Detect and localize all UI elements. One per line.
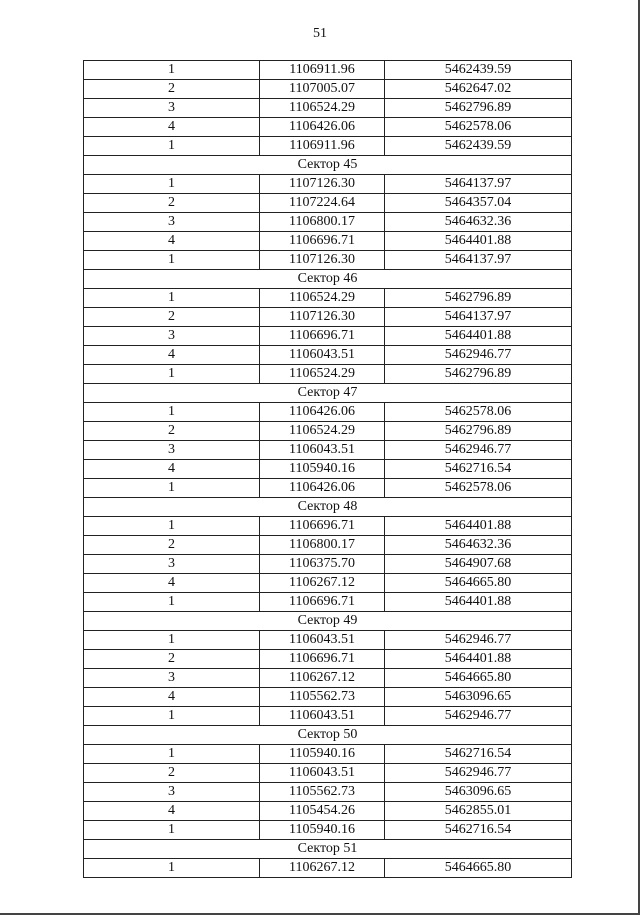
table-row [84,821,572,840]
y-coordinate-cell: 5462946.77 [385,707,572,726]
y-coordinate-cell: 5462946.77 [385,441,572,460]
x-coordinate-cell: 1105940.16 [260,821,385,840]
table-row [84,555,572,574]
x-coordinate-cell: 1106696.71 [260,327,385,346]
table-row [84,536,572,555]
point-number-cell: 1 [84,175,260,194]
y-coordinate-cell: 5462439.59 [385,61,572,80]
table-row [84,365,572,384]
table-row [84,479,572,498]
y-coordinate-cell: 5464907.68 [385,555,572,574]
x-coordinate-cell: 1106426.06 [260,479,385,498]
y-coordinate-cell: 5463096.65 [385,688,572,707]
x-coordinate-cell: 1106696.71 [260,593,385,612]
x-coordinate-cell: 1106426.06 [260,118,385,137]
point-number-cell: 2 [84,308,260,327]
point-number-cell: 4 [84,460,260,479]
x-coordinate-cell: 1106267.12 [260,669,385,688]
table-row [84,802,572,821]
point-number-cell: 1 [84,365,260,384]
point-number-cell: 1 [84,745,260,764]
point-number-cell: 3 [84,555,260,574]
point-number-cell: 1 [84,859,260,878]
x-coordinate-cell: 1106426.06 [260,403,385,422]
x-coordinate-cell: 1106911.96 [260,61,385,80]
table-row [84,688,572,707]
table-row [84,403,572,422]
sector-header-row [84,612,572,631]
y-coordinate-cell: 5464665.80 [385,859,572,878]
y-coordinate-cell: 5464401.88 [385,327,572,346]
point-number-cell: 1 [84,61,260,80]
x-coordinate-cell: 1106800.17 [260,213,385,232]
x-coordinate-cell: 1105454.26 [260,802,385,821]
sector-label: Сектор 46 [84,270,572,289]
x-coordinate-cell: 1106800.17 [260,536,385,555]
table-row [84,327,572,346]
table-row [84,517,572,536]
y-coordinate-cell: 5462946.77 [385,764,572,783]
x-coordinate-cell: 1106524.29 [260,99,385,118]
x-coordinate-cell: 1106524.29 [260,365,385,384]
table-row [84,232,572,251]
y-coordinate-cell: 5462716.54 [385,821,572,840]
y-coordinate-cell: 5462439.59 [385,137,572,156]
coordinates-table [83,60,572,878]
y-coordinate-cell: 5464137.97 [385,251,572,270]
point-number-cell: 1 [84,517,260,536]
table-row [84,745,572,764]
table-row [84,669,572,688]
x-coordinate-cell: 1107126.30 [260,175,385,194]
sector-header-row [84,156,572,175]
y-coordinate-cell: 5462855.01 [385,802,572,821]
sector-label: Сектор 45 [84,156,572,175]
coordinates-table-body [84,61,572,878]
point-number-cell: 2 [84,536,260,555]
point-number-cell: 1 [84,593,260,612]
y-coordinate-cell: 5462946.77 [385,631,572,650]
y-coordinate-cell: 5464632.36 [385,213,572,232]
point-number-cell: 2 [84,194,260,213]
table-row [84,308,572,327]
point-number-cell: 2 [84,650,260,669]
x-coordinate-cell: 1105562.73 [260,688,385,707]
point-number-cell: 3 [84,441,260,460]
table-row [84,137,572,156]
point-number-cell: 1 [84,821,260,840]
y-coordinate-cell: 5462716.54 [385,460,572,479]
y-coordinate-cell: 5464357.04 [385,194,572,213]
table-row [84,574,572,593]
point-number-cell: 1 [84,479,260,498]
point-number-cell: 1 [84,289,260,308]
y-coordinate-cell: 5462647.02 [385,80,572,99]
table-row [84,422,572,441]
x-coordinate-cell: 1106043.51 [260,764,385,783]
point-number-cell: 3 [84,783,260,802]
y-coordinate-cell: 5462796.89 [385,99,572,118]
y-coordinate-cell: 5462578.06 [385,118,572,137]
y-coordinate-cell: 5463096.65 [385,783,572,802]
sector-header-row [84,840,572,859]
point-number-cell: 4 [84,232,260,251]
sector-label: Сектор 47 [84,384,572,403]
sector-header-row [84,270,572,289]
x-coordinate-cell: 1106267.12 [260,859,385,878]
page-number: 51 [313,26,327,41]
table-row [84,650,572,669]
table-row [84,859,572,878]
point-number-cell: 2 [84,80,260,99]
y-coordinate-cell: 5462796.89 [385,289,572,308]
point-number-cell: 1 [84,631,260,650]
x-coordinate-cell: 1106524.29 [260,289,385,308]
table-row [84,783,572,802]
x-coordinate-cell: 1106375.70 [260,555,385,574]
point-number-cell: 1 [84,707,260,726]
y-coordinate-cell: 5464401.88 [385,517,572,536]
x-coordinate-cell: 1105940.16 [260,745,385,764]
point-number-cell: 4 [84,118,260,137]
point-number-cell: 3 [84,213,260,232]
table-row [84,460,572,479]
point-number-cell: 1 [84,403,260,422]
y-coordinate-cell: 5462716.54 [385,745,572,764]
x-coordinate-cell: 1107126.30 [260,308,385,327]
table-row [84,175,572,194]
sector-header-row [84,726,572,745]
sector-header-row [84,384,572,403]
x-coordinate-cell: 1106524.29 [260,422,385,441]
x-coordinate-cell: 1106043.51 [260,346,385,365]
point-number-cell: 4 [84,574,260,593]
table-row [84,194,572,213]
x-coordinate-cell: 1107005.07 [260,80,385,99]
y-coordinate-cell: 5464137.97 [385,308,572,327]
sector-label: Сектор 50 [84,726,572,745]
table-row [84,99,572,118]
x-coordinate-cell: 1107224.64 [260,194,385,213]
x-coordinate-cell: 1106043.51 [260,631,385,650]
y-coordinate-cell: 5462796.89 [385,365,572,384]
point-number-cell: 1 [84,137,260,156]
point-number-cell: 3 [84,99,260,118]
y-coordinate-cell: 5464401.88 [385,232,572,251]
table-row [84,593,572,612]
x-coordinate-cell: 1106696.71 [260,232,385,251]
x-coordinate-cell: 1107126.30 [260,251,385,270]
x-coordinate-cell: 1105562.73 [260,783,385,802]
point-number-cell: 4 [84,802,260,821]
table-row [84,631,572,650]
x-coordinate-cell: 1106043.51 [260,441,385,460]
x-coordinate-cell: 1106267.12 [260,574,385,593]
point-number-cell: 3 [84,669,260,688]
table-row [84,289,572,308]
x-coordinate-cell: 1106696.71 [260,650,385,669]
y-coordinate-cell: 5464665.80 [385,574,572,593]
x-coordinate-cell: 1106911.96 [260,137,385,156]
sector-label: Сектор 51 [84,840,572,859]
point-number-cell: 2 [84,422,260,441]
table-row [84,213,572,232]
sector-label: Сектор 49 [84,612,572,631]
table-row [84,764,572,783]
table-row [84,707,572,726]
point-number-cell: 2 [84,764,260,783]
sector-label: Сектор 48 [84,498,572,517]
point-number-cell: 1 [84,251,260,270]
table-row [84,441,572,460]
y-coordinate-cell: 5464137.97 [385,175,572,194]
point-number-cell: 4 [84,688,260,707]
y-coordinate-cell: 5462796.89 [385,422,572,441]
y-coordinate-cell: 5464401.88 [385,593,572,612]
y-coordinate-cell: 5464665.80 [385,669,572,688]
y-coordinate-cell: 5464401.88 [385,650,572,669]
point-number-cell: 3 [84,327,260,346]
x-coordinate-cell: 1106696.71 [260,517,385,536]
point-number-cell: 4 [84,346,260,365]
sector-header-row [84,498,572,517]
x-coordinate-cell: 1105940.16 [260,460,385,479]
y-coordinate-cell: 5462946.77 [385,346,572,365]
table-row [84,80,572,99]
table-row [84,251,572,270]
y-coordinate-cell: 5462578.06 [385,479,572,498]
table-row [84,346,572,365]
x-coordinate-cell: 1106043.51 [260,707,385,726]
y-coordinate-cell: 5462578.06 [385,403,572,422]
y-coordinate-cell: 5464632.36 [385,536,572,555]
table-row [84,61,572,80]
table-row [84,118,572,137]
